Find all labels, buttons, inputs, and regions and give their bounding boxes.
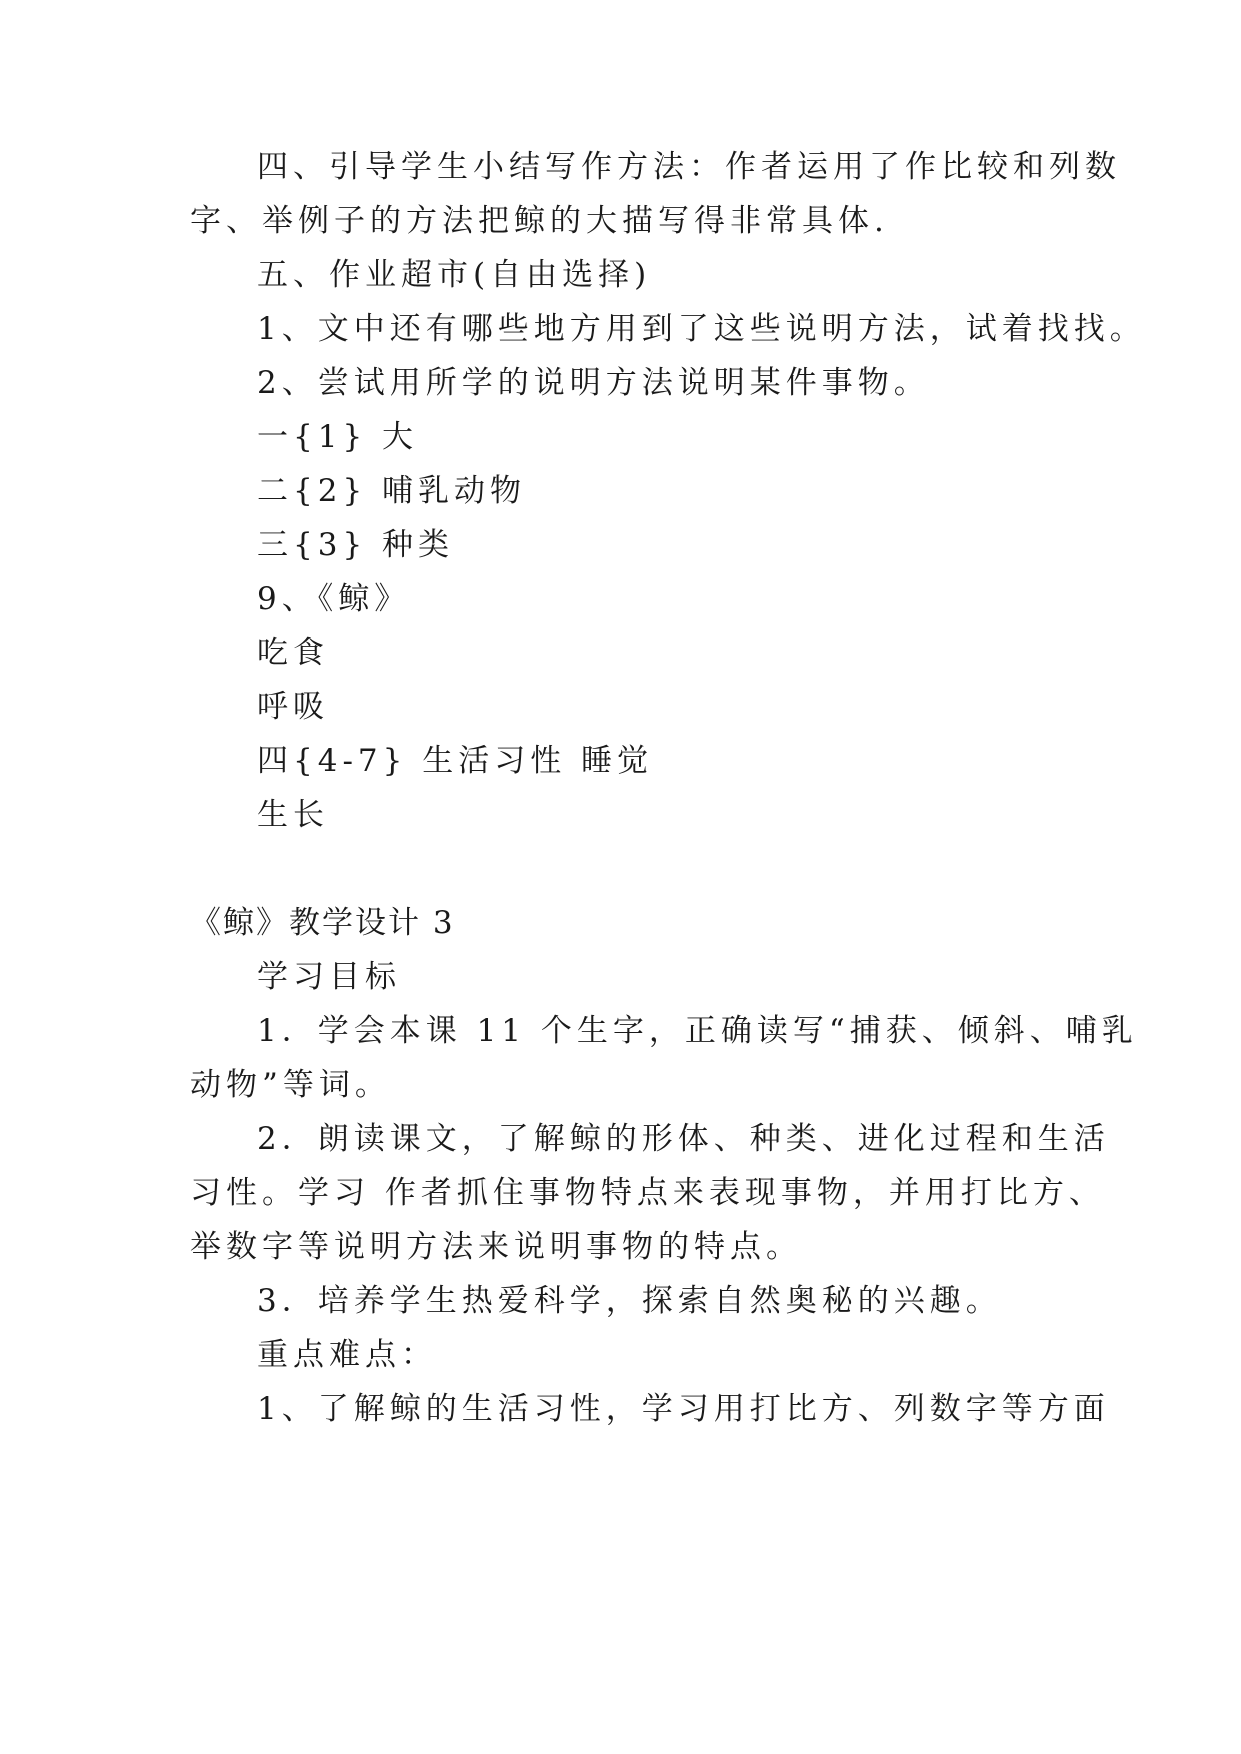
outline-item: 呼吸	[257, 689, 329, 725]
outline-item: 9、《鲸》	[257, 581, 411, 617]
outline-item: 二{2} 哺乳动物	[257, 473, 527, 509]
paragraph-line: 举数字等说明方法来说明事物的特点。	[190, 1229, 802, 1265]
outline-item: 吃食	[257, 635, 329, 671]
outline-item: 三{3} 种类	[257, 527, 455, 563]
outline-item: 生长	[257, 797, 329, 833]
outline-item: 一{1} 大	[257, 419, 419, 455]
paragraph-line: 2．朗读课文，了解鲸的形体、种类、进化过程和生活	[257, 1121, 1110, 1157]
heading-line: 学习目标	[257, 959, 401, 995]
outline-item: 四{4-7} 生活习性 睡觉	[257, 743, 654, 779]
list-item: 2、尝试用所学的说明方法说明某件事物。	[257, 365, 930, 401]
paragraph-line: 四、引导学生小结写作方法：作者运用了作比较和列数	[257, 149, 1121, 185]
heading-line: 五、作业超市(自由选择)	[257, 257, 652, 293]
list-item: 1、文中还有哪些地方用到了这些说明方法，试着找找。	[257, 311, 1146, 347]
paragraph-line: 1、了解鲸的生活习性，学习用打比方、列数字等方面	[257, 1391, 1110, 1427]
section-title: 《鲸》教学设计 3	[190, 905, 455, 941]
paragraph-line: 字、举例子的方法把鲸的大描写得非常具体.	[190, 203, 889, 239]
paragraph-line: 习性。学习 作者抓住事物特点来表现事物，并用打比方、	[190, 1175, 1105, 1211]
heading-line: 重点难点：	[257, 1337, 437, 1373]
paragraph-line: 3．培养学生热爱科学，探索自然奥秘的兴趣。	[257, 1283, 1002, 1319]
paragraph-line: 1．学会本课 11 个生字，正确读写“捕获、倾斜、哺乳	[257, 1013, 1138, 1049]
paragraph-line: 动物”等词。	[190, 1067, 391, 1103]
